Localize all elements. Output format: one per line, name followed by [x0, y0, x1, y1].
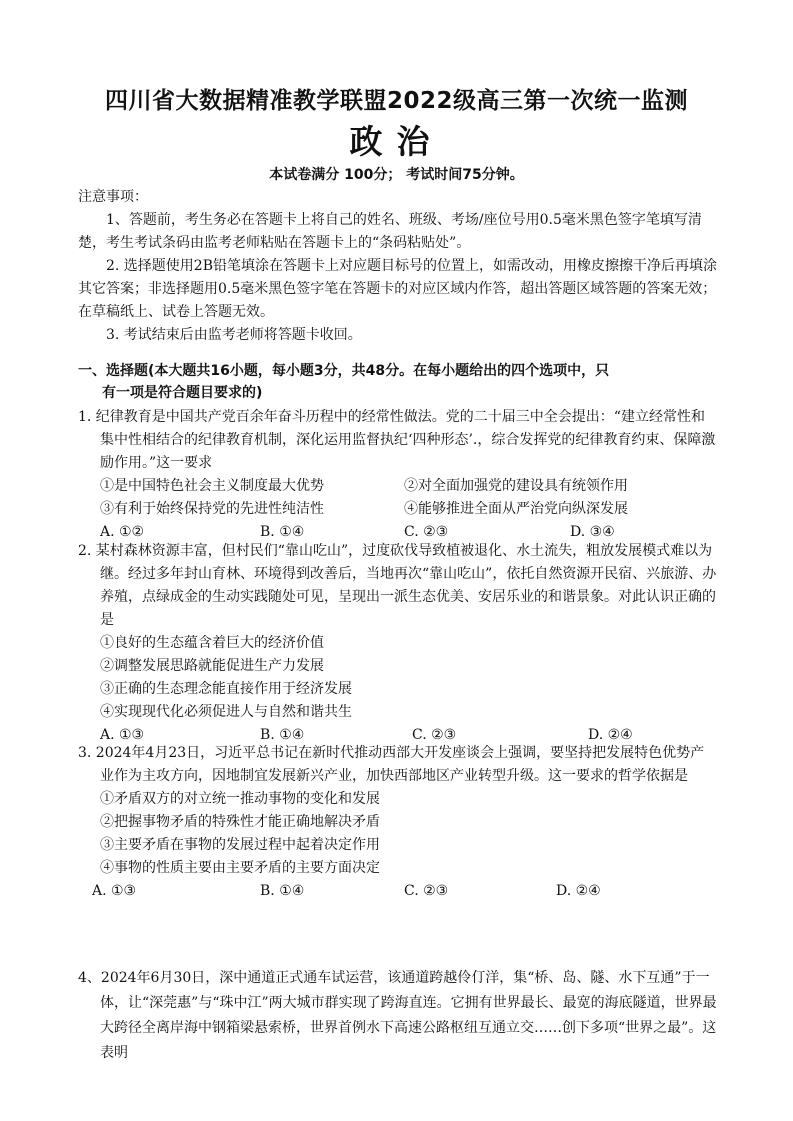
statement: ③正确的生态理念能直接作用于经济发展 [100, 681, 352, 697]
question-3 [78, 742, 718, 903]
notice-item: 3. 考试结束后由监考老师将答题卡收回。 [106, 327, 362, 343]
option-a: A. ①③ [100, 727, 145, 743]
question-stem: 1. 纪律教育是中国共产党百余年奋斗历程中的经常性做法。党的二十届三中全会提出：“建立经常性和集中性相结合的纪律教育机制，深化运用监督执纪‘四种形态’.，综合发挥党的纪律教育约束、保障激励作用。”这一要求 [78, 409, 716, 471]
statement: ①良好的生态蕴含着巨大的经济价值 [100, 635, 324, 651]
statement: ④事物的性质主要由主要矛盾的主要方面决定 [100, 860, 380, 876]
statement: ③有利于始终保持党的先进性纯洁性 [100, 501, 324, 517]
option-c: C. ②③ [412, 727, 457, 743]
question-2 [78, 540, 718, 747]
statement: ④能够推进全面从严治党向纵深发展 [404, 501, 628, 517]
section-heading-line: 一、选择题(本大题共16小题，每小题3分，共48分。在每小题给出的四个选项中，只 [78, 363, 610, 379]
statement: ④实现现代化必须促进人与自然和谐共生 [100, 704, 352, 720]
statement: ②调整发展思路就能促进生产力发展 [100, 658, 324, 674]
notice-heading: 注意事项： [78, 189, 148, 205]
option-d: D. ②④ [588, 727, 633, 743]
question-4 [78, 966, 718, 1066]
statement: ③主要矛盾在事物的发展过程中起着决定作用 [100, 837, 380, 853]
notice-block [78, 186, 718, 347]
option-c: C. ②③ [404, 883, 449, 899]
option-a: A. ①③ [92, 883, 137, 899]
option-c: C. ②③ [404, 524, 449, 540]
statement: ②把握事物矛盾的特殊性才能正确地解决矛盾 [100, 814, 380, 830]
option-b: B. ①④ [260, 883, 305, 899]
notice-item: 1、答题前，考生务必在答题卡上将自己的姓名、班级、考场/座位号用0.5毫米黑色签字笔填写清楚，考生考试条码由监考老师粘贴在答题卡上的“条码粘贴处”。 [78, 212, 702, 251]
question-1 [78, 406, 718, 544]
section-heading-line: 有一项是符合题目要求的) [102, 385, 263, 401]
options-row [78, 880, 718, 903]
question-stem: 4、2024年6月30日，深中通道正式通车试运营，该通道跨越伶仃洋，集“桥、岛、隧、水下互通”于一体，让“深莞惠”与“珠中江”两大城市群实现了跨海直连。它拥有世界最长、最宽的海底隧道，世界最大跨径全离岸海中钢箱梁悬索桥，世界首例水下高速公路枢纽互通立交……创下多项“世界之最”。这表明 [78, 970, 717, 1061]
option-b: B. ①④ [260, 727, 305, 743]
option-a: A. ①② [100, 524, 145, 540]
exam-meta: 本试卷满分 100分； 考试时间75分钟。 [269, 167, 524, 183]
statement-row [78, 475, 718, 498]
subject-title: 政治 [349, 122, 444, 161]
statement: ①矛盾双方的对立统一推动事物的变化和发展 [100, 791, 380, 807]
option-d: D. ③④ [570, 524, 615, 540]
section-heading [78, 360, 718, 404]
option-d: D. ②④ [556, 883, 601, 899]
notice-item: 2. 选择题使用2B铅笔填涂在答题卡上对应题目标号的位置上，如需改动，用橡皮擦擦干净后再填涂其它答案；非选择题用0.5毫米黑色签字笔在答题卡的对应区域内作答，超出答题区域答题的答案无效； 在草稿纸上、试卷上答题无效。 [78, 258, 718, 320]
statement: ②对全面加强党的建设具有统领作用 [404, 478, 628, 494]
statement-row [78, 498, 718, 521]
option-b: B. ①④ [260, 524, 305, 540]
exam-title: 四川省大数据精准教学联盟2022级高三第一次统一监测 [104, 88, 688, 114]
question-stem: 3. 2024年4月23日，习近平总书记在新时代推动西部大开发座谈会上强调，要坚持把发展特色优势产业作为主攻方向，因地制宜发展新兴产业，加快西部地区产业转型升级。这一要求的哲学依据是 [78, 745, 705, 784]
statement: ①是中国特色社会主义制度最大优势 [100, 478, 324, 494]
question-stem: 2. 某村森林资源丰富，但村民们“靠山吃山”，过度砍伐导致植被退化、水土流失，粗放发展模式难以为继。经过多年封山育林、环境得到改善后，当地再次“靠山吃山”，依托自然资源开民宿、兴旅游、办养殖，点绿成金的生动实践随处可见，呈现出一派生态优美、安居乐业的和谐景象。对此认识正确的是 [78, 543, 717, 628]
